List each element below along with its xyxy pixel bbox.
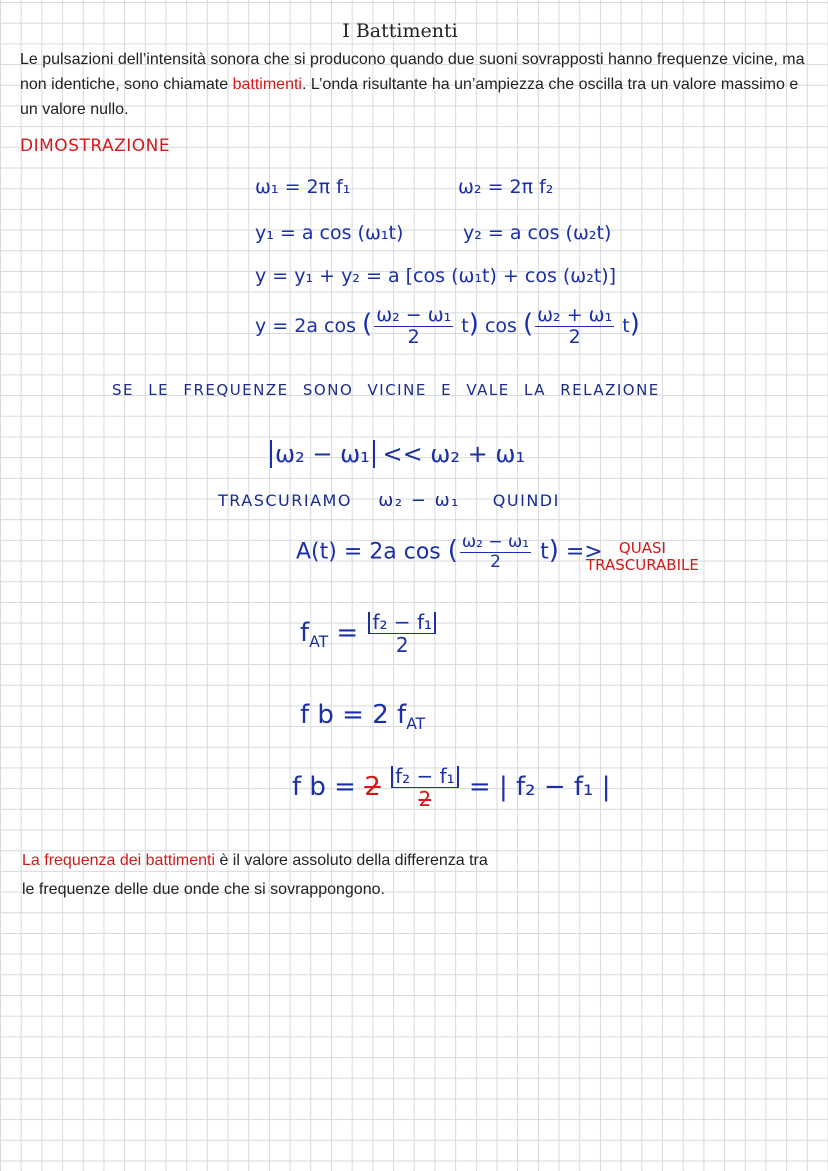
fraction-diff — [374, 306, 453, 347]
f-at-fraction — [368, 612, 436, 655]
paren-open: ( — [522, 309, 534, 339]
fb-eq-1-sub: AT — [406, 715, 426, 734]
paren-close: ) — [548, 535, 559, 566]
neglect-suffix: QUINDI — [492, 491, 560, 510]
page-title: I Battimenti — [342, 20, 458, 42]
amplitude-note — [586, 540, 699, 574]
inequality-right: << ω₂ + ω₁ — [382, 440, 526, 468]
product-t1: t — [461, 315, 469, 337]
amplitude-fraction — [460, 534, 531, 571]
fb-eq-2 — [292, 766, 611, 809]
fraction-num: ω₂ + ω₁ — [537, 304, 613, 326]
conclusion-line-2: le frequenze delle due onde che si sovrappongono. — [22, 881, 385, 898]
conclusion-highlight: La frequenza dei battimenti — [22, 852, 216, 869]
neglect-term: ω₂ − ω₁ — [378, 490, 460, 511]
intro-highlight: battimenti — [232, 76, 302, 93]
fb-eq-1-text: f b = 2 f — [300, 700, 407, 730]
fraction-den: 2 — [568, 326, 581, 348]
fraction-den: 2 — [490, 552, 501, 572]
eq-omega2: ω₂ = 2π f₂ — [458, 176, 554, 198]
fraction-num: f₂ − f₁ — [368, 612, 436, 634]
paren-open: ( — [362, 309, 373, 339]
eq-omega1: ω₁ = 2π f₁ — [255, 176, 351, 198]
amplitude-eq — [296, 534, 603, 571]
fb-eq-2-left: f b = — [292, 772, 356, 802]
fb-eq-2-result: = | f₂ − f₁ | — [468, 772, 611, 802]
conclusion-paragraph — [22, 846, 522, 904]
neglect-line — [218, 490, 560, 511]
fraction-num: ω₂ − ω₁ — [461, 532, 530, 552]
fraction-den: 2 — [395, 633, 409, 657]
note-line-1: QUASI — [618, 539, 666, 557]
eq-y2: y₂ = a cos (ω₂t) — [463, 222, 612, 244]
neglect-prefix: TRASCURIAMO — [218, 491, 352, 510]
product-left: y = 2a cos — [255, 315, 356, 337]
note-line-2: TRASCURABILE — [586, 556, 699, 574]
inequality — [270, 440, 525, 468]
fraction-num: ω₂ − ω₁ — [376, 304, 452, 326]
eq-y1: y₁ = a cos (ω₁t) — [255, 222, 404, 244]
paren-open: ( — [447, 535, 458, 566]
fraction-num: f₂ − f₁ — [391, 766, 459, 788]
product-mid: cos — [484, 315, 517, 337]
f-at-sub: AT — [309, 633, 329, 652]
eq-product — [255, 306, 640, 347]
amplitude-arrow: => — [565, 539, 603, 565]
cancelled-denominator: 2 — [418, 787, 432, 811]
cancelled-factor: 2 — [364, 772, 381, 802]
amplitude-t: t — [540, 539, 549, 565]
amplitude-left: A(t) = 2a cos — [296, 539, 441, 565]
f-at-symbol: f — [300, 618, 310, 648]
product-t2: t — [622, 315, 630, 337]
intro-text-1: Le pulsazioni dell’intensità sonora che si producono quando due suoni sovrapposti hanno frequenze vicine, ma non identiche, sono chiamate — [20, 51, 805, 93]
condition-text: SE LE FREQUENZE SONO VICINE E VALE LA RELAZIONE — [112, 381, 660, 399]
f-at-eq-sign: = — [336, 618, 359, 648]
paren-close: ) — [468, 309, 479, 339]
inequality-abs: ω₂ − ω₁ — [270, 440, 375, 468]
conclusion-line-1: è il valore assoluto della differenza tra — [215, 852, 488, 869]
fraction-sum — [535, 306, 614, 347]
fraction-den: 2 — [407, 326, 420, 348]
intro-paragraph — [20, 47, 810, 122]
fb-eq-2-fraction — [391, 766, 459, 809]
fb-eq-1 — [300, 700, 425, 733]
eq-sum: y = y₁ + y₂ = a [cos (ω₁t) + cos (ω₂t)] — [255, 265, 617, 287]
intro-text-2: . L’onda risultante ha un’ampiezza che oscilla tra un valore massimo e un valore nullo. — [20, 76, 799, 118]
demo-heading: DIMOSTRAZIONE — [20, 136, 171, 156]
f-at-eq — [300, 612, 438, 655]
paren-close: ) — [629, 309, 640, 339]
